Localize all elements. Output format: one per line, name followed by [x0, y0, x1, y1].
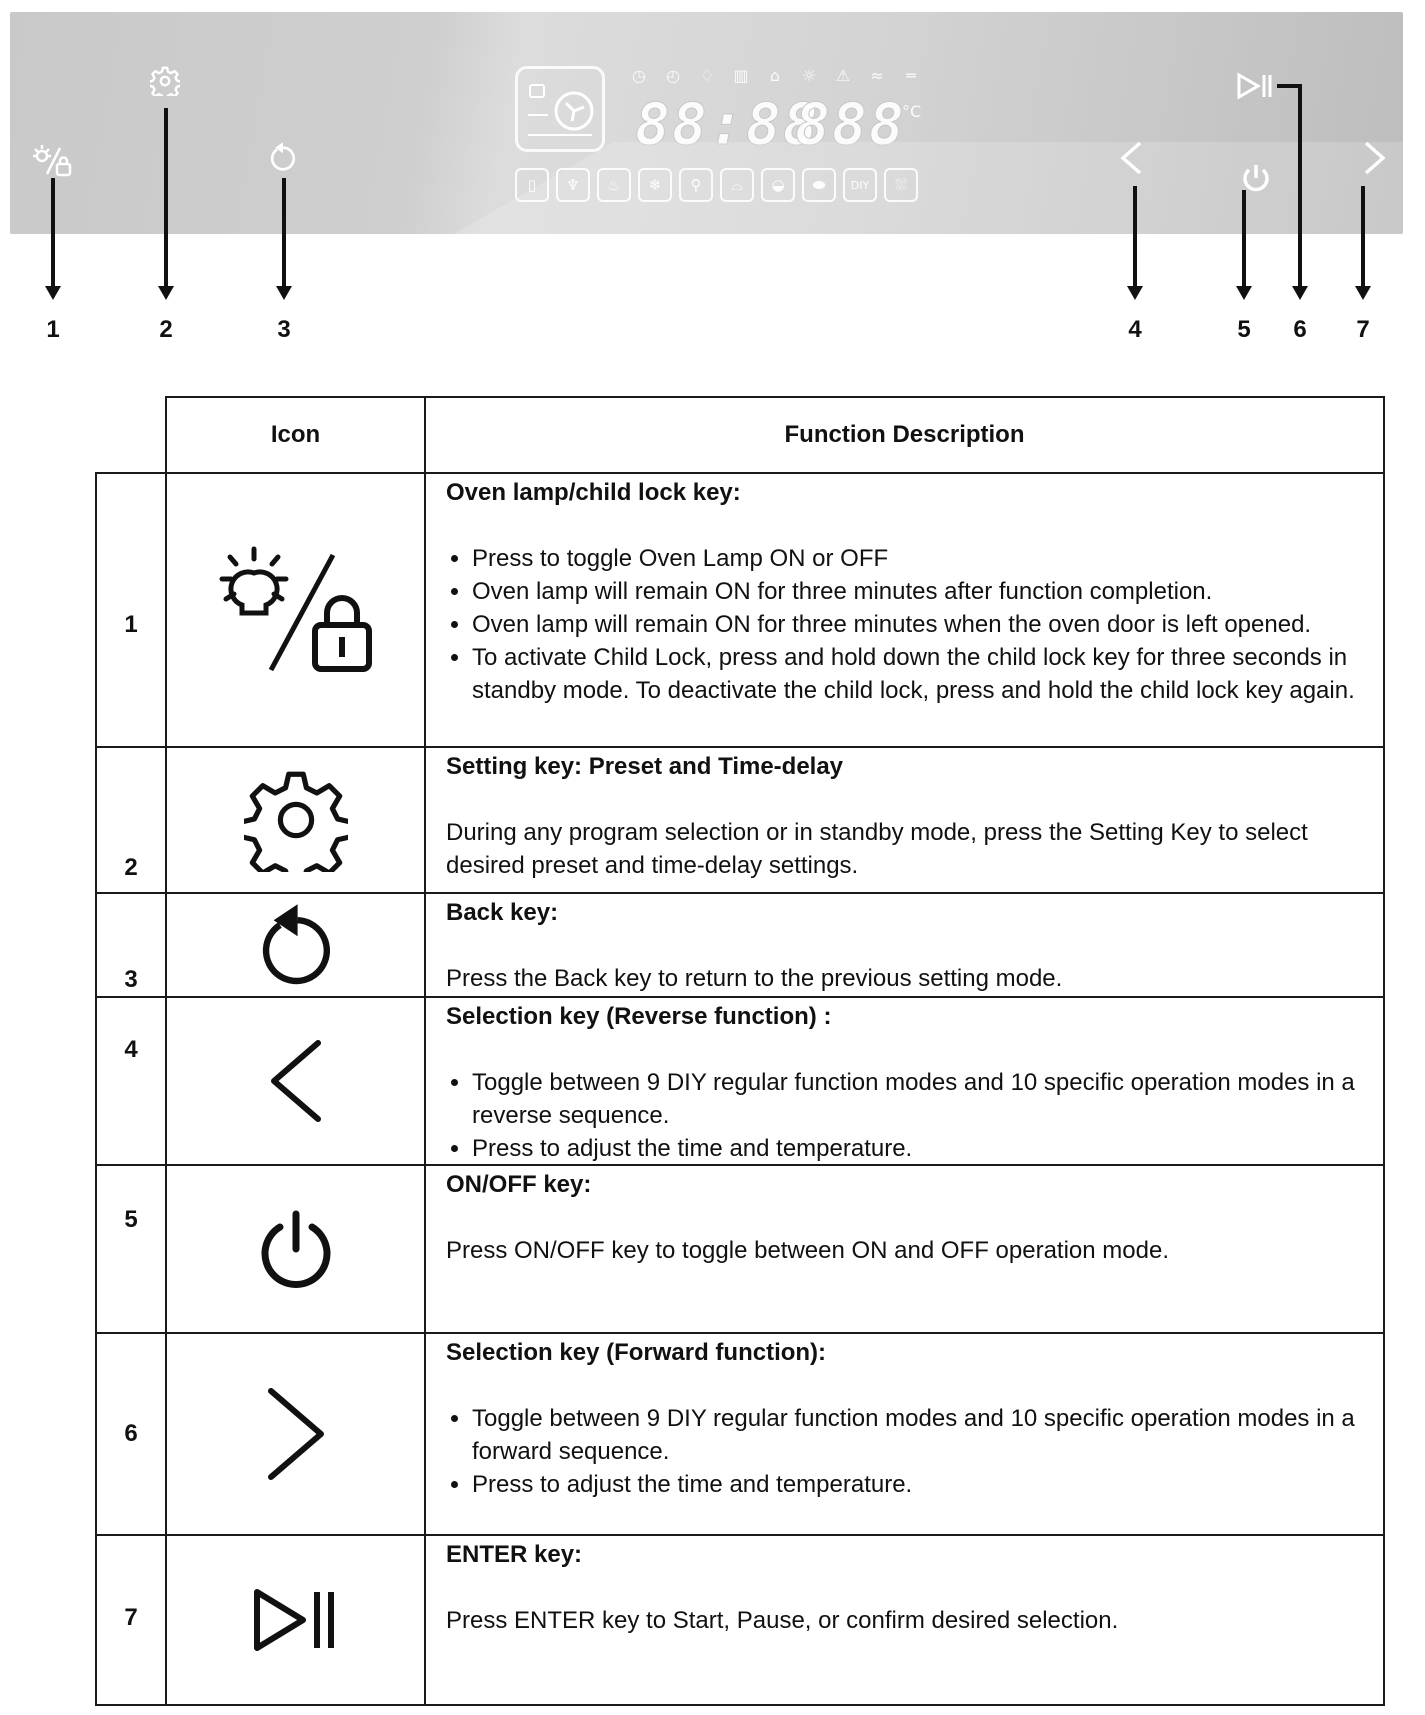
row-number-cell	[95, 1164, 167, 1334]
icon-cell	[165, 1164, 426, 1334]
row-number: 1	[124, 611, 138, 638]
bullet-item: • Toggle between 9 DIY regular function modes and 10 specific operation modes in a forward sequence.	[472, 1402, 1375, 1468]
header-description: Function Description	[424, 396, 1385, 474]
callout-number-1: 1	[46, 316, 60, 343]
row-number: 3	[124, 966, 138, 993]
oven-display	[515, 52, 925, 212]
callout-arrow-4	[1133, 186, 1137, 288]
callout-arrow-6	[1298, 84, 1302, 288]
callout-arrow-2	[164, 108, 168, 288]
row-title: Back key:	[446, 899, 559, 926]
time-readout: 88:88	[635, 90, 820, 158]
lamp-lock-icon	[32, 144, 76, 180]
enter-key[interactable]	[1236, 72, 1274, 100]
back-key[interactable]	[268, 140, 298, 174]
chevron-left-icon	[1118, 140, 1144, 176]
back-icon	[268, 140, 298, 174]
row-title: Selection key (Forward function):	[446, 1339, 827, 1366]
mode-bake-icon: ⌓	[720, 168, 754, 202]
callout-number-7: 7	[1356, 316, 1370, 343]
description-cell	[424, 996, 1385, 1166]
mode-fish-icon: ⚲	[679, 168, 713, 202]
row-text: Press the Back key to return to the previous setting mode.	[446, 965, 1063, 992]
description-cell	[424, 472, 1385, 748]
mode-indicator-box	[515, 66, 605, 152]
bullet-item: • Press to adjust the time and temperature.	[472, 1468, 1375, 1501]
forward-selection-key[interactable]	[1362, 140, 1388, 176]
row-number-cell	[95, 996, 167, 1166]
bullet-item: • Toggle between 9 DIY regular function modes and 10 specific operation modes in a reverse sequence.	[472, 1066, 1375, 1132]
callout-arrow-1	[51, 178, 55, 288]
row-text: During any program selection or in standby mode, press the Setting Key to select desired preset and time-delay settings.	[446, 819, 1308, 879]
play-pause-icon	[251, 1586, 341, 1654]
status-icons	[625, 64, 925, 86]
bullet-item: • Oven lamp will remain ON for three minutes after function completion.	[472, 575, 1375, 608]
row-title: ON/OFF key:	[446, 1171, 592, 1198]
callout-arrow-5	[1242, 190, 1246, 288]
description-cell	[424, 1534, 1385, 1706]
row-number-cell	[95, 892, 167, 998]
steam-icon: ≈	[870, 65, 884, 85]
warning-icon: ⚠	[835, 65, 851, 85]
mode-pizza-icon: ◒	[761, 168, 795, 202]
row-number-cell	[95, 746, 167, 894]
icon-cell	[165, 746, 426, 894]
callout-number-4: 4	[1128, 316, 1142, 343]
chevron-left-icon	[266, 1038, 326, 1124]
bullet-item: • To activate Child Lock, press and hold down the child lock key for three seconds in standby mode. To deactivate the child lock, press and hold the child lock key again.	[472, 641, 1375, 707]
mode-grill-icon: ♨	[597, 168, 631, 202]
callout-arrow-7	[1361, 186, 1365, 288]
mode-icons-row	[515, 168, 918, 202]
lock-icon: ⌂	[769, 65, 781, 85]
row-title: ENTER key:	[446, 1541, 583, 1568]
row-number: 7	[124, 1604, 138, 1631]
setting-key[interactable]	[150, 66, 180, 96]
play-pause-icon	[1236, 72, 1274, 100]
row-title: Setting key: Preset and Time-delay	[446, 753, 844, 780]
row-title: Selection key (Reverse function) :	[446, 1003, 832, 1030]
lamp-lock-key[interactable]	[32, 144, 76, 180]
temperature-readout: 888	[795, 90, 906, 158]
row-number: 4	[124, 1036, 138, 1063]
bullet-item: • Press to toggle Oven Lamp ON or OFF	[472, 542, 1375, 575]
row-text: Press ON/OFF key to toggle between ON and OFF operation mode.	[446, 1237, 1169, 1264]
description-cell	[424, 746, 1385, 894]
lamp-lock-icon	[216, 545, 376, 675]
row-number: 5	[124, 1206, 138, 1233]
lamp-icon: ☼	[801, 65, 817, 85]
bullet-list	[446, 1066, 1375, 1165]
row-number: 2	[124, 854, 138, 881]
callout-number-3: 3	[277, 316, 291, 343]
mode-defrost-icon: ❄	[638, 168, 672, 202]
row-title: Oven lamp/child lock key:	[446, 479, 741, 506]
mode-fan-icon: ♆	[556, 168, 590, 202]
mode-diy-icon: DIY	[843, 168, 877, 202]
callout-arrow-3	[282, 178, 286, 288]
callout-number-5: 5	[1237, 316, 1251, 343]
gear-icon	[150, 66, 180, 96]
chevron-right-icon	[263, 1386, 329, 1482]
bullet-item: • Press to adjust the time and temperature.	[472, 1132, 1375, 1165]
icon-cell	[165, 996, 426, 1166]
clock-icon: ◷	[632, 65, 646, 85]
icon-cell	[165, 1534, 426, 1706]
bullet-item: • Oven lamp will remain ON for three minutes when the oven door is left opened.	[472, 608, 1375, 641]
control-panel	[10, 12, 1403, 234]
row-number: 6	[124, 1420, 138, 1447]
bullet-list	[446, 1402, 1375, 1501]
chevron-right-icon	[1362, 140, 1388, 176]
bullet-list	[446, 542, 1375, 707]
row-number-cell	[95, 1534, 167, 1706]
gear-icon	[244, 768, 348, 872]
row-text: Press ENTER key to Start, Pause, or confirm desired selection.	[446, 1607, 1119, 1634]
power-icon	[258, 1209, 334, 1289]
header-icon: Icon	[165, 396, 426, 474]
description-cell	[424, 1164, 1385, 1334]
back-icon	[256, 900, 336, 990]
timer-icon: ◴	[666, 65, 680, 85]
mode-steam-icon: ⛆	[884, 168, 918, 202]
reverse-selection-key[interactable]	[1118, 140, 1144, 176]
icon-cell	[165, 1332, 426, 1536]
description-cell	[424, 892, 1385, 998]
mode-bread-icon: ⬬	[802, 168, 836, 202]
description-cell	[424, 1332, 1385, 1536]
row-number-cell	[95, 472, 167, 748]
mode-oven-icon: ▯	[515, 168, 549, 202]
drop-icon: ♢	[699, 65, 715, 85]
callout-number-2: 2	[159, 316, 173, 343]
heat-icon: ═	[906, 65, 916, 85]
callout-number-6: 6	[1293, 316, 1307, 343]
icon-cell	[165, 892, 426, 998]
row-number-cell	[95, 1332, 167, 1536]
oven-icon: ▥	[733, 65, 749, 85]
temperature-unit: °C	[902, 102, 922, 121]
icon-cell	[165, 472, 426, 748]
